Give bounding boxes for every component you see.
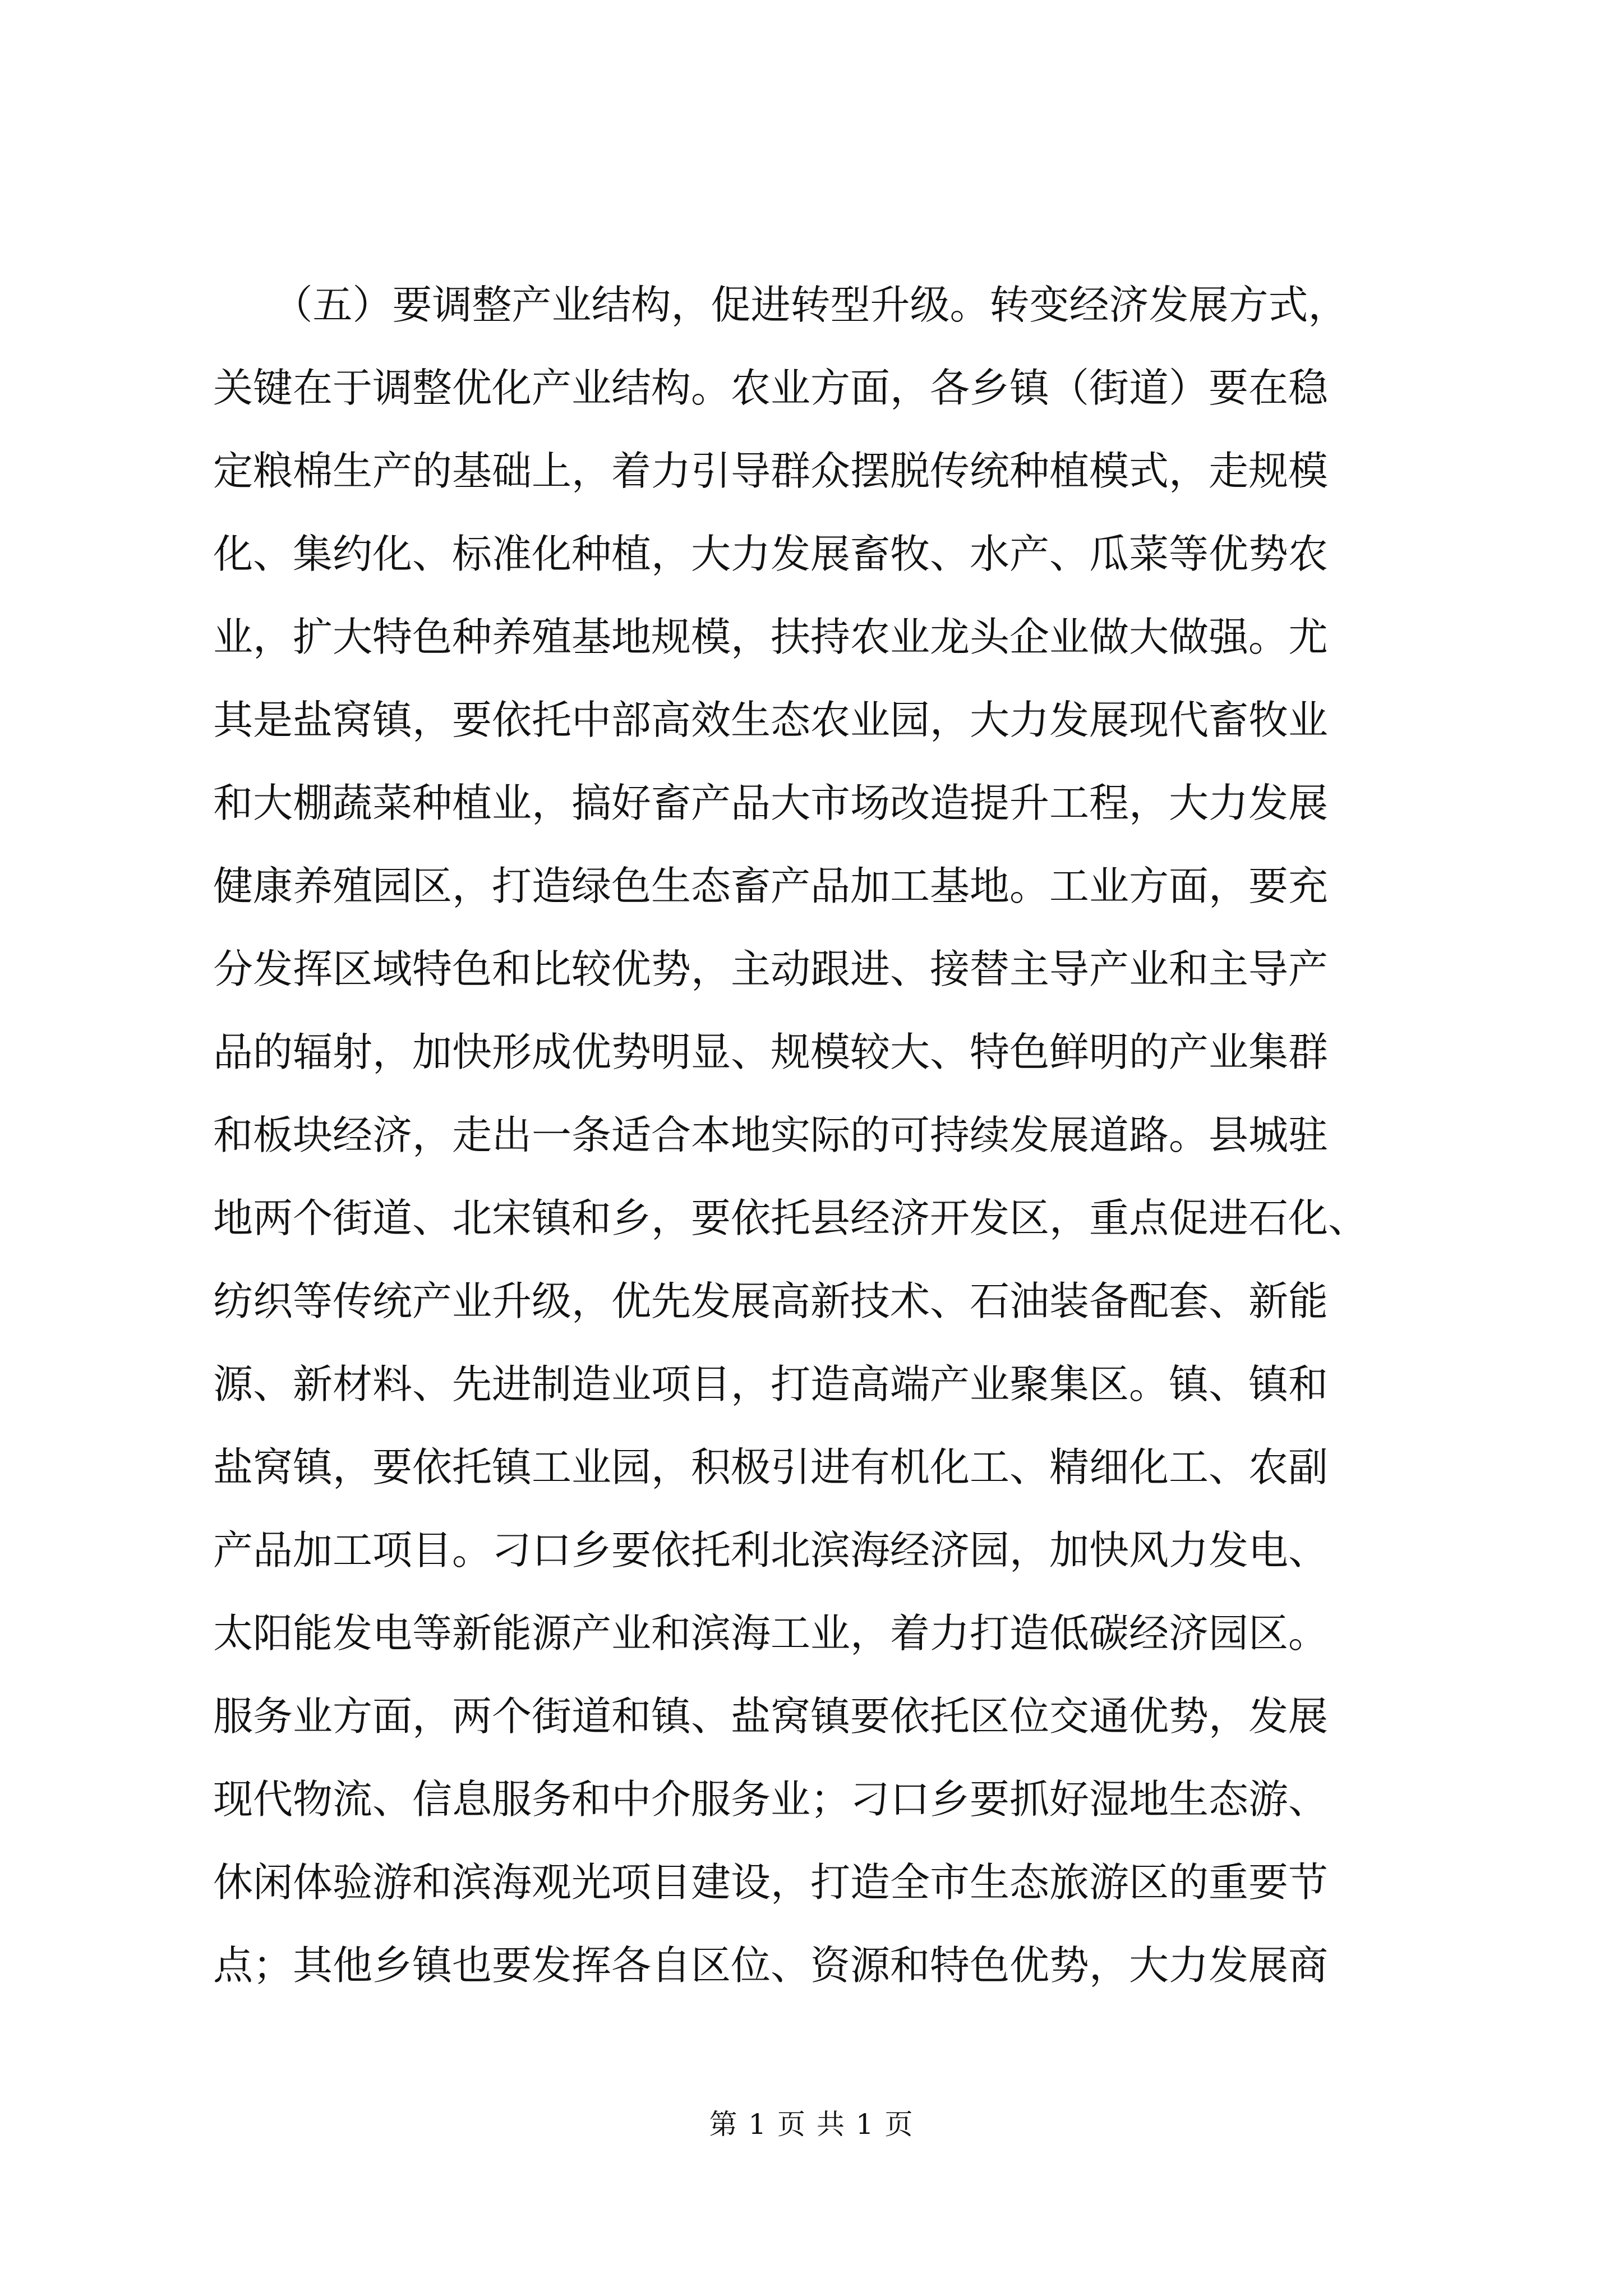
body-paragraph bbox=[213, 264, 1424, 2007]
paragraph-line: 化、集约化、标准化种植，大力发展畜牧、水产、瓜菜等优势农 bbox=[213, 531, 1329, 577]
page-number: 第 1 页 共 1 页 bbox=[709, 2108, 914, 2141]
paragraph-line: 服务业方面，两个街道和镇、盐窝镇要依托区位交通优势，发展 bbox=[213, 1693, 1329, 1740]
paragraph-line: 关键在于调整优化产业结构。农业方面，各乡镇（街道）要在稳 bbox=[213, 365, 1329, 411]
paragraph-line: 休闲体验游和滨海观光项目建设，打造全市生态旅游区的重要节 bbox=[213, 1859, 1329, 1906]
paragraph-line: 其是盐窝镇，要依托中部高效生态农业园，大力发展现代畜牧业 bbox=[213, 697, 1329, 743]
paragraph-line: 和板块经济，走出一条适合本地实际的可持续发展道路。县城驻 bbox=[213, 1112, 1329, 1158]
paragraph-line: 太阳能发电等新能源产业和滨海工业，着力打造低碳经济园区。 bbox=[213, 1610, 1329, 1657]
page-footer bbox=[0, 2108, 1623, 2141]
paragraph-line: 分发挥区域特色和比较优势，主动跟进、接替主导产业和主导产 bbox=[213, 946, 1329, 992]
paragraph-line: 盐窝镇，要依托镇工业园，积极引进有机化工、精细化工、农副 bbox=[213, 1444, 1329, 1490]
paragraph-line: 产品加工项目。刁口乡要依托利北滨海经济园，加快风力发电、 bbox=[213, 1527, 1329, 1573]
paragraph-line: 品的辐射，加快形成优势明显、规模较大、特色鲜明的产业集群 bbox=[213, 1029, 1329, 1075]
paragraph-line: 地两个街道、北宋镇和乡，要依托县经济开发区，重点促进石化、 bbox=[213, 1195, 1368, 1241]
paragraph-line: 业，扩大特色种养殖基地规模，扶持农业龙头企业做大做强。尤 bbox=[213, 614, 1329, 660]
paragraph-line: 健康养殖园区，打造绿色生态畜产品加工基地。工业方面，要充 bbox=[213, 863, 1329, 909]
paragraph-line: （五）要调整产业结构，促进转型升级。转变经济发展方式， bbox=[213, 282, 1348, 328]
paragraph-line: 点；其他乡镇也要发挥各自区位、资源和特色优势，大力发展商 bbox=[213, 1942, 1329, 1989]
paragraph-line: 现代物流、信息服务和中介服务业；刁口乡要抓好湿地生态游、 bbox=[213, 1776, 1329, 1823]
paragraph-line: 纺织等传统产业升级，优先发展高新技术、石油装备配套、新能 bbox=[213, 1278, 1329, 1324]
paragraph-line: 和大棚蔬菜种植业，搞好畜产品大市场改造提升工程，大力发展 bbox=[213, 780, 1329, 826]
paragraph-line: 定粮棉生产的基础上，着力引导群众摆脱传统种植模式，走规模 bbox=[213, 448, 1329, 494]
paragraph-line: 源、新材料、先进制造业项目，打造高端产业聚集区。镇、镇和 bbox=[213, 1361, 1329, 1407]
